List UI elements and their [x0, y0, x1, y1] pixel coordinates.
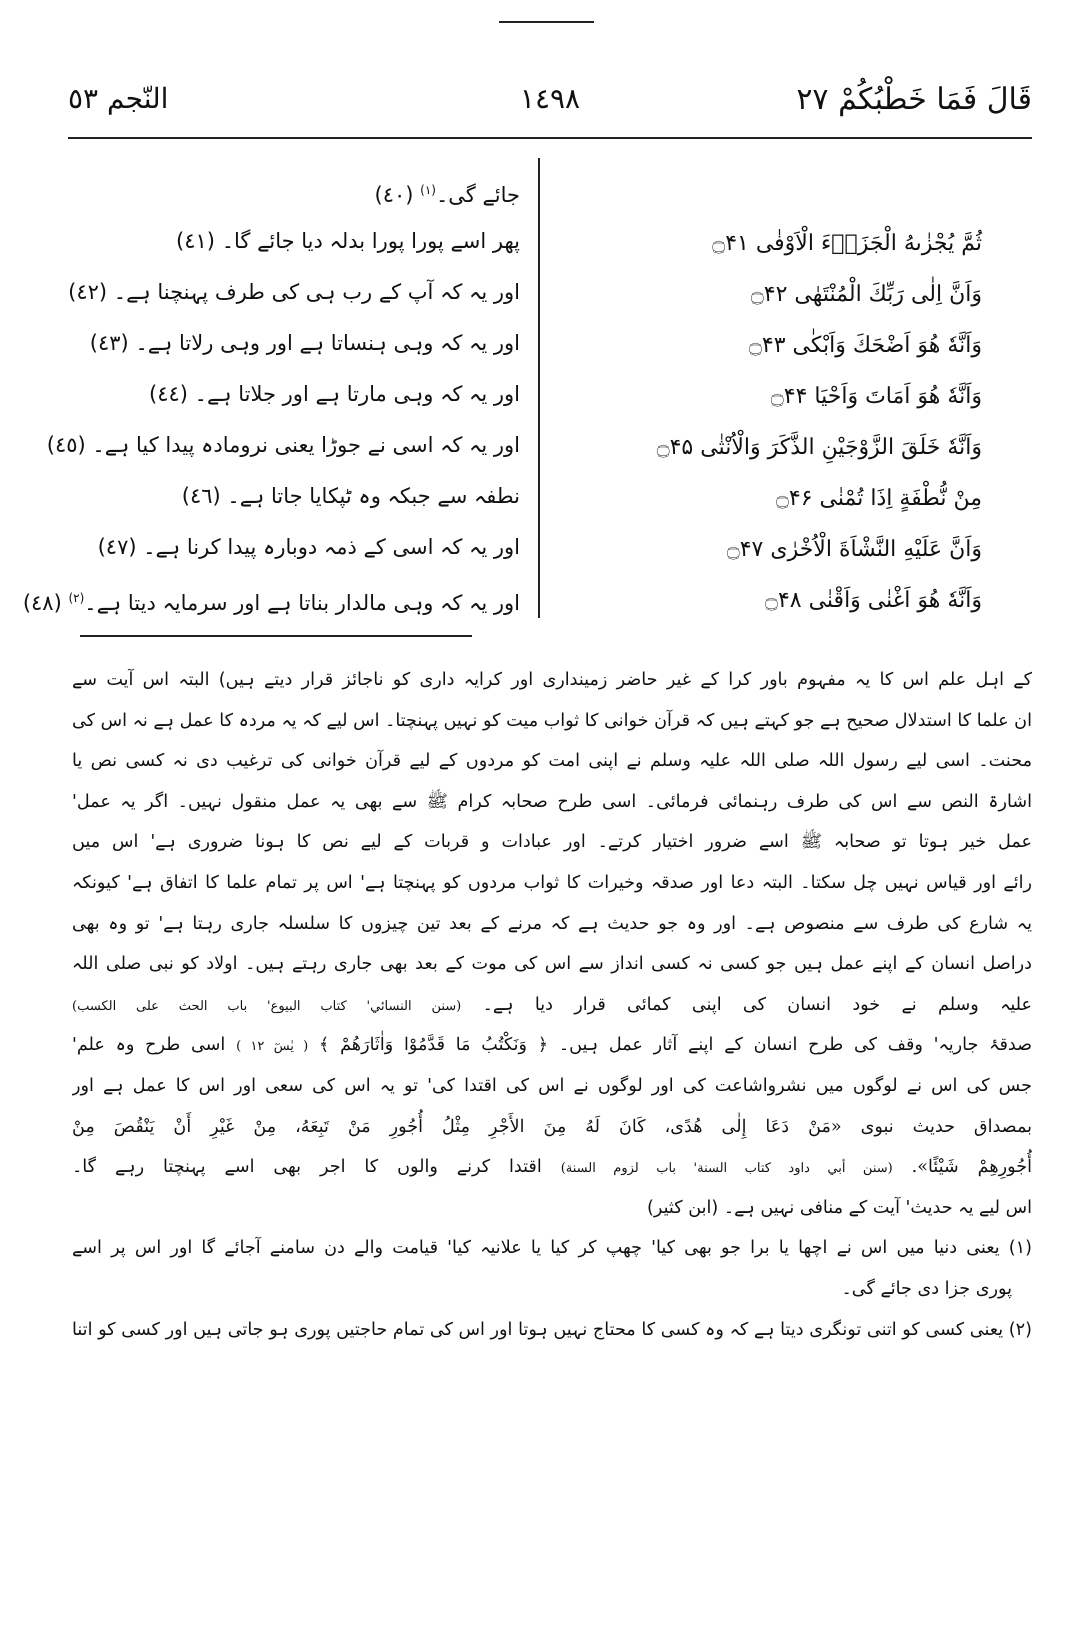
- hadith-quote: أُجُورِهِمْ شَيْئًا».: [911, 1157, 1032, 1178]
- translation-line: اور یہ کہ اسی کے ذمہ دوبارہ پیدا کرنا ہے۔ (٤٧): [97, 535, 520, 559]
- arabic-verse: وَاَنَّهٗ هُوَ اَمَاتَ وَاَحْيَا ۝۴۴: [770, 384, 982, 409]
- note-line: اشارۃ النص سے اس کی طرف رہنمائی فرمائی۔ اسی طرح صحابہ کرام ﷺ سے بھی یہ عمل منقول نہیں۔ اگر یہ عمل': [72, 791, 1032, 812]
- commentary-notes: [72, 660, 1032, 1350]
- arabic-verse: وَاَنَّ عَلَيْهِ النَّشْاَةَ الْاُخْرٰى ۝۴۷: [726, 537, 982, 562]
- footnote-1: (١) یعنی دنیا میں اس نے اچھا یا برا جو بھی کیا' چھپ کر کیا یا علانیہ کیا' قیامت والے دن سامنے آجائے گا اور اس پر اسے: [72, 1238, 1032, 1259]
- footnote-1-cont: پوری جزا دی جائے گی۔: [841, 1278, 1012, 1299]
- note-line: علیہ وسلم نے خود انسان کی اپنی کمائی قرار دیا ہے۔ (سنن النسائي' كتاب البيوع' باب الحث على الكسب): [72, 994, 1032, 1015]
- arabic-verse: مِنْ نُّطْفَةٍ اِذَا تُمْنٰى ۝۴۶: [776, 486, 982, 511]
- translation-line: اور یہ کہ وہی مارتا ہے اور جلاتا ہے۔ (٤٤): [148, 382, 520, 406]
- arabic-verse: وَاَنَّ اِلٰى رَبِّكَ الْمُنْتَهٰى ۝۴۲: [750, 282, 982, 307]
- citation: (سنن النسائي' كتاب البيوع' باب الحث على الكسب): [72, 998, 462, 1014]
- note-line: دراصل انسان کے اپنے عمل ہیں جو کسی نہ کسی انداز سے اس کی موت کے بعد بھی جاری رہتے ہیں۔ اولاد کو نبی صلی اللہ: [72, 954, 1032, 975]
- translation-line: پھر اسے پورا پورا بدلہ دیا جائے گا۔ (٤١): [176, 229, 520, 253]
- note-line: رائے اور قیاس نہیں چل سکتا۔ البتہ دعا اور صدقہ وخیرات کا ثواب مردوں کو پہنچتا ہے' اس پر تمام علما کا اتفاق ہے' کیونکہ: [72, 872, 1032, 893]
- arabic-verse: وَاَنَّهٗ هُوَ اَغْنٰى وَاَقْنٰى ۝۴۸: [765, 588, 982, 613]
- note-line: کے اہل علم اس کا یہ مفہوم باور کرا کے غیر حاضر زمینداری اور کرایہ داری کو ناجائز قرار دیتے ہیں) البتہ اس آیت سے: [72, 670, 1032, 690]
- quran-quote: ﴿ وَنَكْتُبُ مَا قَدَّمُوْا وَاٰثَارَهُمْ ﴾: [319, 1035, 549, 1056]
- arabic-column: [560, 218, 982, 626]
- page-number: ١٤٩٨: [519, 82, 581, 115]
- juz-title: قَالَ فَمَا خَطْبُكُمْ ٢٧: [796, 82, 1032, 117]
- footnote-2: (٢) یعنی کسی کو اتنی تونگری دیتا ہے کہ وہ کسی کا محتاج نہیں ہوتا اور اس کی تمام حاجتیں پوری ہو جاتی ہیں اور کسی کو اتنا: [72, 1319, 1032, 1340]
- citation: (سنن أبي داود كتاب السنة' باب لزوم السنة): [560, 1161, 893, 1177]
- note-line: عمل خیر ہوتا تو صحابہ ﷺ اسے ضرور اختیار کرتے۔ اور عبادات و قربات کے لیے نص کا ہونا ضروری ہے' اس میں: [72, 832, 1032, 853]
- footnote-rule: [80, 635, 472, 637]
- note-line: بمصداق حدیث نبوی «مَنْ دَعَا إِلٰى هُدًى، كَانَ لَهُ مِنَ الأَجْرِ مِثْلُ أُجُورِ مَنْ تَبِعَهُ، مِنْ غَيْرِ أَنْ يَنْقُصَ مِنْ: [72, 1116, 1032, 1137]
- citation: ( يٰسٓ ١٢ ): [236, 1039, 309, 1055]
- translation-line: جائے گی۔$^{(١)}$ (٤٠): [374, 183, 520, 207]
- note-line: أُجُورِهِمْ شَيْئًا». (سنن أبي داود كتاب السنة' باب لزوم السنة) اقتدا کرنے والوں کا اجر بھی اسے پہنچتا رہے گا۔: [72, 1157, 1032, 1178]
- arabic-verse: ثُمَّ يُجْزٰىهُ الْجَزَاۗءَ الْاَوْفٰى ۝۴۱: [712, 231, 982, 256]
- note-line: محنت۔ اسی لیے رسول اللہ صلی اللہ علیہ وسلم نے اپنی امت کو مردوں کے لیے قرآن خوانی کی ترغیب دی نہ کسی نص یا: [72, 751, 1032, 772]
- top-ornament-line: [0, 8, 1092, 27]
- note-line: یہ شارع کی طرف سے منصوص ہے۔ اور وہ جو حدیث ہے کہ مرنے کے بعد تین چیزوں کا سلسلہ جاری رہتا ہے' تو وہ بھی: [72, 913, 1032, 934]
- hadith-quote: «مَنْ دَعَا إِلٰى هُدًى، كَانَ لَهُ مِنَ الأَجْرِ مِثْلُ أُجُورِ مَنْ تَبِعَهُ، مِنْ غَيْرِ أَنْ يَنْقُصَ مِنْ: [72, 1116, 842, 1137]
- arabic-verse: وَاَنَّهٗ خَلَقَ الزَّوْجَيْنِ الذَّكَرَ وَالْاُنْثٰى ۝۴۵: [656, 435, 982, 460]
- arabic-verse: وَاَنَّهٗ هُوَ اَضْحَكَ وَاَبْكٰى ۝۴۳: [748, 333, 982, 358]
- translation-line: اور یہ کہ آپ کے رب ہی کی طرف پہنچنا ہے۔ (٤٢): [68, 280, 520, 304]
- translation-column: [22, 165, 520, 624]
- translation-line: اور یہ کہ اسی نے جوڑا یعنی نرومادہ پیدا کیا ہے۔ (٤٥): [46, 433, 520, 457]
- page-header: [68, 82, 1032, 132]
- translation-line: اور یہ کہ وہی ہنساتا ہے اور وہی رلاتا ہے۔ (٤٣): [89, 331, 520, 355]
- header-rule: [68, 137, 1032, 139]
- translation-line: نطفہ سے جبکہ وہ ٹپکایا جاتا ہے۔ (٤٦): [181, 484, 520, 508]
- note-line: صدقۂ جاریہ' وقف کی طرح انسان کے اپنے آثار عمل ہیں۔ ﴿ وَنَكْتُبُ مَا قَدَّمُوْا وَاٰثَارَهُمْ ﴾ ( يٰسٓ ١٢ ) اسی طرح وہ علم': [72, 1035, 1032, 1056]
- column-divider: [538, 158, 540, 618]
- translation-line: اور یہ کہ وہی مالدار بناتا ہے اور سرمایہ دیتا ہے۔$^{(٢)}$ (٤٨): [22, 591, 520, 615]
- note-line: جس کی اس نے لوگوں میں نشرواشاعت کی اور لوگوں نے اس کی اقتدا کی' تو یہ اس کی سعی اور اس کا عمل ہے اور: [72, 1075, 1032, 1096]
- note-line: اس لیے یہ حدیث' آیت کے منافی نہیں ہے۔ (ابن کثیر): [647, 1197, 1032, 1218]
- note-line: ان علما کا استدلال صحیح ہے جو کہتے ہیں کہ قرآن خوانی کا ثواب میت کو نہیں پہنچتا۔ اس لیے کہ یہ مردہ کا عمل ہے نہ اس کی: [72, 710, 1032, 731]
- surah-title: النّجم ٥٣: [68, 82, 169, 115]
